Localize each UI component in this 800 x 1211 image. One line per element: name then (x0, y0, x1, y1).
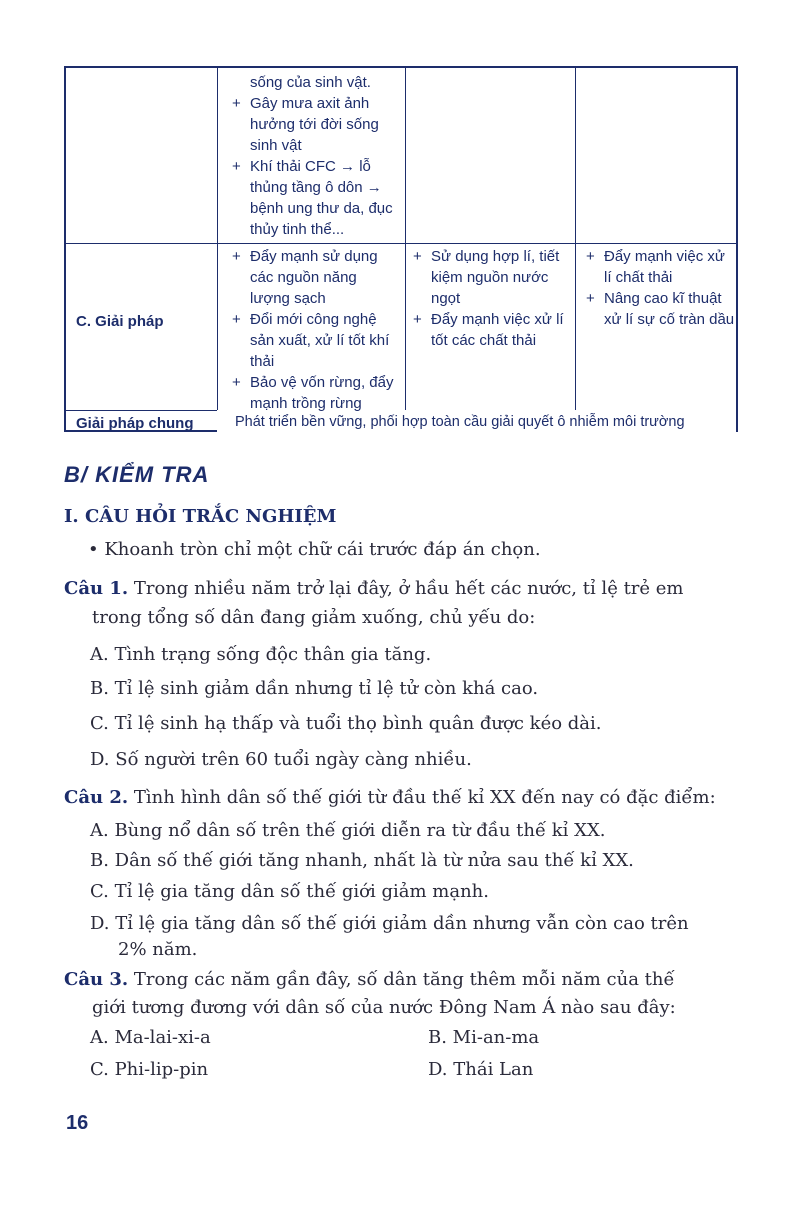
q1-option-a[interactable]: A. Tình trạng sống độc thân gia tăng. (90, 644, 432, 665)
common-solution-text: Phát triển bền vững, phối hợp toàn cầu giải quyết ô nhiễm môi trường (235, 414, 685, 430)
col3-solutions-cell (413, 246, 571, 351)
cell-bullet: + Gây mưa axit ảnh hưởng tới đời sống sinh vật (232, 93, 400, 156)
cell-bullet: + Bảo vệ vốn rừng, đẩy mạnh trồng rừng (232, 372, 400, 414)
q1-stem (64, 577, 684, 601)
col4-solutions-cell (586, 246, 736, 330)
table-col-divider (217, 68, 218, 430)
table-row-divider (66, 243, 736, 244)
q3-option-d[interactable]: D. Thái Lan (428, 1059, 534, 1080)
cell-bullet: + Sử dụng hợp lí, tiết kiệm nguồn nước ngọt (413, 246, 571, 309)
q3-text-cont: giới tương đương với dân số của nước Đông Nam Á nào sau đây: (92, 997, 676, 1018)
q3-option-b[interactable]: B. Mi-an-ma (428, 1027, 540, 1048)
row-label-solutions: C. Giải pháp (76, 313, 164, 330)
q3-stem (64, 968, 675, 992)
q1-text: Trong nhiều năm trở lại đây, ở hầu hết các nước, tỉ lệ trẻ em (133, 578, 684, 599)
q2-stem (64, 786, 716, 810)
table-col-divider (405, 68, 406, 430)
q2-text: Tình hình dân số thế giới từ đầu thế kỉ XX đến nay có đặc điểm: (133, 787, 716, 808)
cell-bullet: + Đẩy mạnh sử dụng các nguồn năng lượng sạch (232, 246, 400, 309)
q1-text-cont: trong tổng số dân đang giảm xuống, chủ yếu do: (92, 607, 536, 628)
cell-text: sống của sinh vật. (250, 74, 371, 91)
col2-top-cell (232, 72, 400, 240)
col2-solutions-cell (232, 246, 400, 414)
q2-option-c[interactable]: C. Tỉ lệ gia tăng dân số thế giới giảm mạnh. (90, 881, 489, 902)
q2-option-d[interactable]: D. Tỉ lệ gia tăng dân số thế giới giảm dần nhưng vẫn còn cao trên (90, 913, 689, 934)
q2-option-a[interactable]: A. Bùng nổ dân số trên thế giới diễn ra từ đầu thế kỉ XX. (90, 820, 606, 841)
q1-option-d[interactable]: D. Số người trên 60 tuổi ngày càng nhiều. (90, 749, 472, 770)
instruction: • Khoanh tròn chỉ một chữ cái trước đáp án chọn. (88, 539, 541, 560)
cell-bullet: + Đẩy mạnh việc xử lí chất thải (586, 246, 736, 288)
cell-bullet: + Khí thải CFC → lỗ thủng tầng ô dôn → bệnh ung thư da, đục thủy tinh thể... (232, 156, 400, 240)
q2-option-b[interactable]: B. Dân số thế giới tăng nhanh, nhất là từ nửa sau thế kỉ XX. (90, 850, 634, 871)
q1-option-b[interactable]: B. Tỉ lệ sinh giảm dần nhưng tỉ lệ tử còn khá cao. (90, 678, 539, 699)
q1-option-c[interactable]: C. Tỉ lệ sinh hạ thấp và tuổi thọ bình quân được kéo dài. (90, 713, 602, 734)
page-number: 16 (66, 1112, 89, 1134)
q3-option-c[interactable]: C. Phi-lip-pin (90, 1059, 209, 1080)
common-solution-label: Giải pháp chung (76, 415, 194, 432)
q3-option-a[interactable]: A. Ma-lai-xi-a (90, 1027, 211, 1048)
q3-text: Trong các năm gần đây, số dân tăng thêm mỗi năm của thế (133, 969, 675, 990)
cell-bullet: + Nâng cao kĩ thuật xử lí sự cố tràn dầu (586, 288, 736, 330)
cell-bullet: + Đẩy mạnh việc xử lí tốt các chất thải (413, 309, 571, 351)
solutions-table (64, 66, 738, 432)
q3-number: Câu 3. (64, 969, 129, 990)
table-col-divider (575, 68, 576, 430)
q1-number: Câu 1. (64, 578, 129, 599)
section-title: B/ KIỂM TRA (64, 462, 210, 487)
q2-number: Câu 2. (64, 787, 129, 808)
cell-bullet: + Đổi mới công nghệ sản xuất, xử lí tốt khí thải (232, 309, 400, 372)
q2-option-d-cont: 2% năm. (118, 939, 198, 960)
sub-title: I. CÂU HỎI TRẮC NGHIỆM (64, 506, 337, 527)
